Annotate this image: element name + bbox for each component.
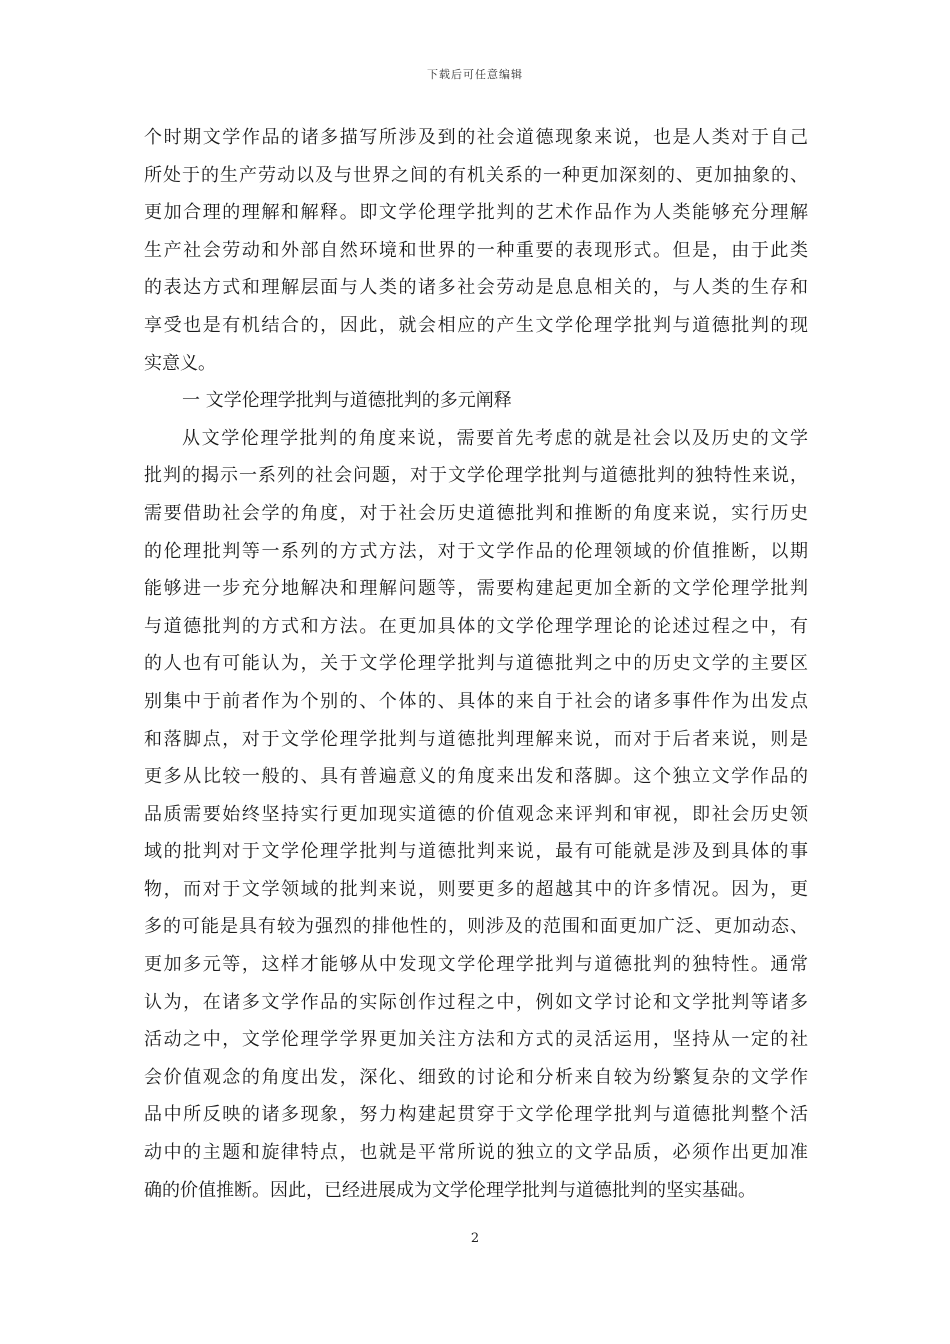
text-line: 物，而对于文学领域的批判来说，则要更多的超越其中的许多情况。因为，更 xyxy=(144,878,808,900)
text-line: 生产社会劳动和外部自然环境和世界的一种重要的表现形式。但是，由于此类 xyxy=(144,239,808,261)
text-line: 个时期文学作品的诸多描写所涉及到的社会道德现象来说，也是人类对于自己 xyxy=(144,127,808,148)
text-line: 的伦理批判等一系列的方式方法，对于文学作品的伦理领域的价值推断，以期 xyxy=(144,540,808,562)
text-line: 域的批判对于文学伦理学批判与道德批判来说，最有可能就是涉及到具体的事 xyxy=(144,841,808,863)
text-line: 更加多元等，这样才能够从中发现文学伦理学批判与道德批判的独特性。通常 xyxy=(144,954,808,976)
text-line: 确的价值推断。因此，已经进展成为文学伦理学批判与道德批判的坚实基础。 xyxy=(144,1179,756,1201)
text-line: 动中的主题和旋律特点，也就是平常所说的独立的文学品质，必须作出更加准 xyxy=(144,1142,808,1164)
text-line: 与道德批判的方式和方法。在更加具体的文学伦理学理论的论述过程之中，有 xyxy=(144,615,808,637)
text-line: 活动之中，文学伦理学学界更加关注方法和方式的灵活运用，坚持从一定的社 xyxy=(144,1029,808,1051)
text-line: 的表达方式和理解层面与人类的诸多社会劳动是息息相关的，与人类的生存和 xyxy=(144,277,808,299)
text-line: 所处于的生产劳动以及与世界之间的有机关系的一种更加深刻的、更加抽象的、 xyxy=(144,164,808,186)
paragraph-1 xyxy=(144,119,808,382)
text-line: 认为，在诸多文学作品的实际创作过程之中，例如文学讨论和文学批判等诸多 xyxy=(144,991,808,1013)
document-body xyxy=(144,119,808,1209)
text-line: 需要借助社会学的角度，对于社会历史道德批判和推断的角度来说，实行历史 xyxy=(144,502,808,524)
text-line: 和落脚点，对于文学伦理学批判与道德批判理解来说，而对于后者来说，则是 xyxy=(144,728,808,750)
text-line: 享受也是有机结合的，因此，就会相应的产生文学伦理学批判与道德批判的现 xyxy=(144,314,808,336)
text-line: 品中所反映的诸多现象，努力构建起贯穿于文学伦理学批判与道德批判整个活 xyxy=(144,1104,808,1126)
text-line: 批判的揭示一系列的社会问题，对于文学伦理学批判与道德批判的独特性来说， xyxy=(144,465,808,487)
text-line: 会价值观念的角度出发，深化、细致的讨论和分析来自较为纷繁复杂的文学作 xyxy=(144,1066,808,1088)
text-line: 更加合理的理解和解释。即文学伦理学批判的艺术作品作为人类能够充分理解 xyxy=(144,202,808,224)
text-line: 多的可能是具有较为强烈的排他性的，则涉及的范围和面更加广泛、更加动态、 xyxy=(144,916,808,938)
text-line: 能够进一步充分地解决和理解问题等，需要构建起更加全新的文学伦理学批判 xyxy=(144,578,808,600)
section-heading: 一 文学伦理学批判与道德批判的多元阐释 xyxy=(182,390,512,412)
text-line: 的人也有可能认为，关于文学伦理学批判与道德批判之中的历史文学的主要区 xyxy=(144,653,808,675)
paragraph-2 xyxy=(144,420,808,1209)
text-line: 从文学伦理学批判的角度来说，需要首先考虑的就是社会以及历史的文学 xyxy=(182,427,808,449)
page-header: 下载后可任意编辑 xyxy=(427,68,523,81)
text-line: 更多从比较一般的、具有普遍意义的角度来出发和落脚。这个独立文学作品的 xyxy=(144,766,808,788)
page-number: 2 xyxy=(470,1231,480,1246)
text-line: 别集中于前者作为个别的、个体的、具体的来自于社会的诸多事件作为出发点 xyxy=(144,690,808,712)
text-line: 实意义。 xyxy=(144,352,216,374)
text-line: 品质需要始终坚持实行更加现实道德的价值观念来评判和审视，即社会历史领 xyxy=(144,803,808,825)
